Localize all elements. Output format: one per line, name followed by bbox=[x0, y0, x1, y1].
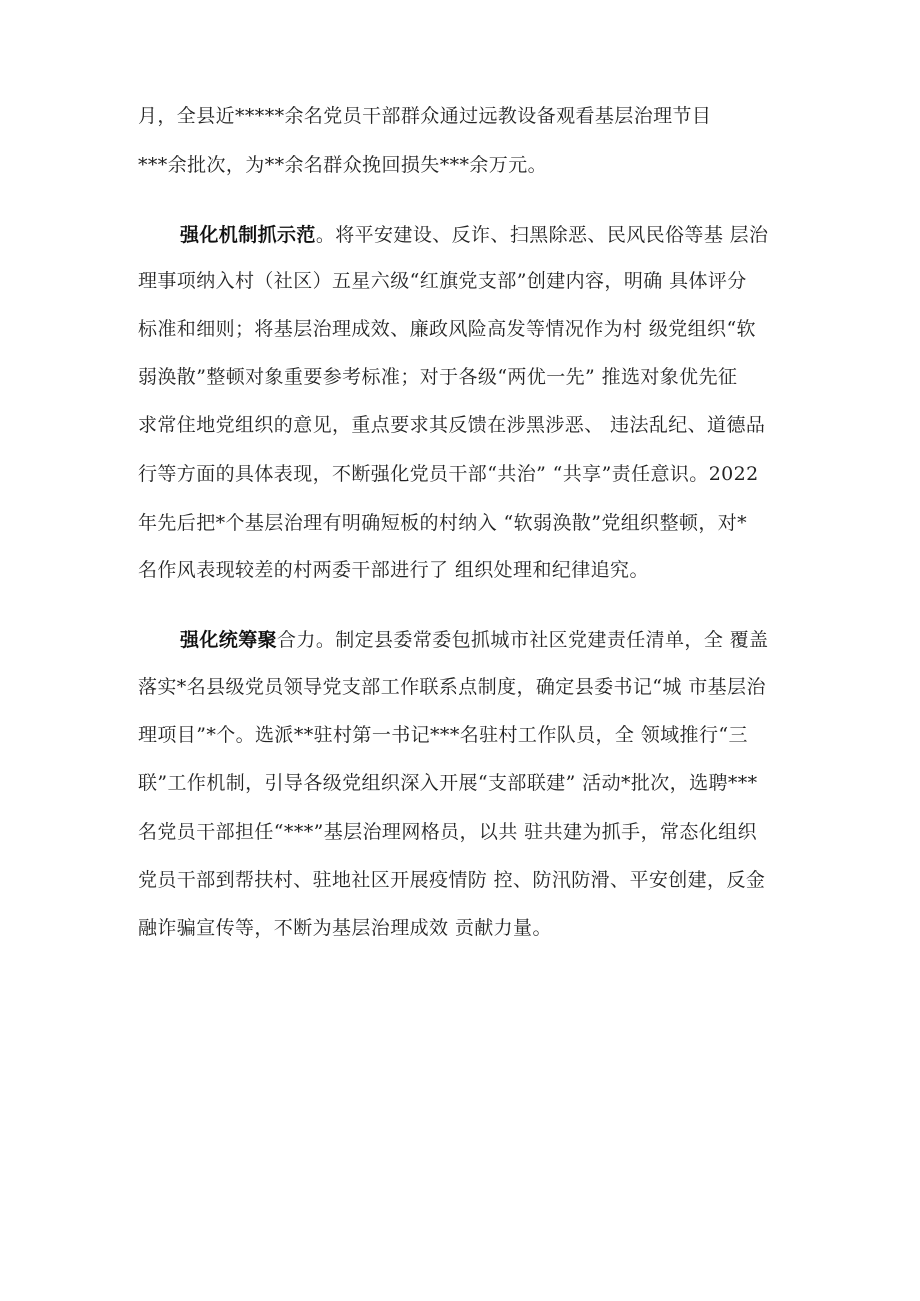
section2-first-line-text: 合力。制定县委常委包抓城市社区党建责任清单，全 覆盖 bbox=[277, 629, 769, 651]
section2-line: 理项目”*个。选派**驻村第一书记***名驻村工作队员，全 领域推行“三 bbox=[138, 724, 748, 746]
section2-line: 联”工作机制，引导各级党组织深入开展“支部联建” 活动*批次，选聘*** bbox=[138, 772, 758, 794]
section2-line: 融诈骗宣传等，不断为基层治理成效 贡献力量。 bbox=[138, 917, 552, 939]
intro-line-1: 月，全县近*****余名党员干部群众通过远教设备观看基层治理节目 bbox=[138, 105, 712, 127]
section1-first-line bbox=[180, 222, 768, 248]
section1-line: 名作风表现较差的村两委干部进行了 组织处理和纪律追究。 bbox=[138, 559, 649, 581]
section2-heading: 强化统筹聚 bbox=[180, 629, 278, 651]
section2-first-line bbox=[180, 627, 768, 653]
section1-line: 弱涣散”整顿对象重要参考标准；对于各级“两优一先” 推选对象优先征 bbox=[138, 366, 738, 388]
section1-line: 理事项纳入村（社区）五星六级“红旗党支部”创建内容，明确 具体评分 bbox=[138, 270, 747, 292]
intro-line-2: ***余批次，为**余名群众挽回损失***余万元。 bbox=[138, 154, 548, 176]
section2-line: 落实*名县级党员领导党支部工作联系点制度，确定县委书记“城 市基层治 bbox=[138, 676, 766, 698]
section1-line: 求常住地党组织的意见，重点要求其反馈在涉黑涉恶、 违法乱纪、道德品 bbox=[138, 414, 766, 436]
section1-line: 年先后把*个基层治理有明确短板的村纳入 “软弱涣散”党组织整顿，对* bbox=[138, 512, 748, 534]
section1-heading: 强化机制抓示范 bbox=[180, 224, 316, 246]
section2-line: 党员干部到帮扶村、驻地社区开展疫情防 控、防汛防滑、平安创建，反金 bbox=[138, 869, 766, 891]
section1-line: 行等方面的具体表现，不断强化党员干部“共治” “共享”责任意识。2022 bbox=[138, 463, 759, 485]
section1-first-line-text: 。将平安建设、反诈、扫黑除恶、民风民俗等基 层治 bbox=[315, 224, 769, 246]
section2-line: 名党员干部担任“***”基层治理网格员，以共 驻共建为抓手，常态化组织 bbox=[138, 821, 757, 843]
section1-line: 标准和细则；将基层治理成效、廉政风险高发等情况作为村 级党组织“软 bbox=[138, 318, 756, 340]
